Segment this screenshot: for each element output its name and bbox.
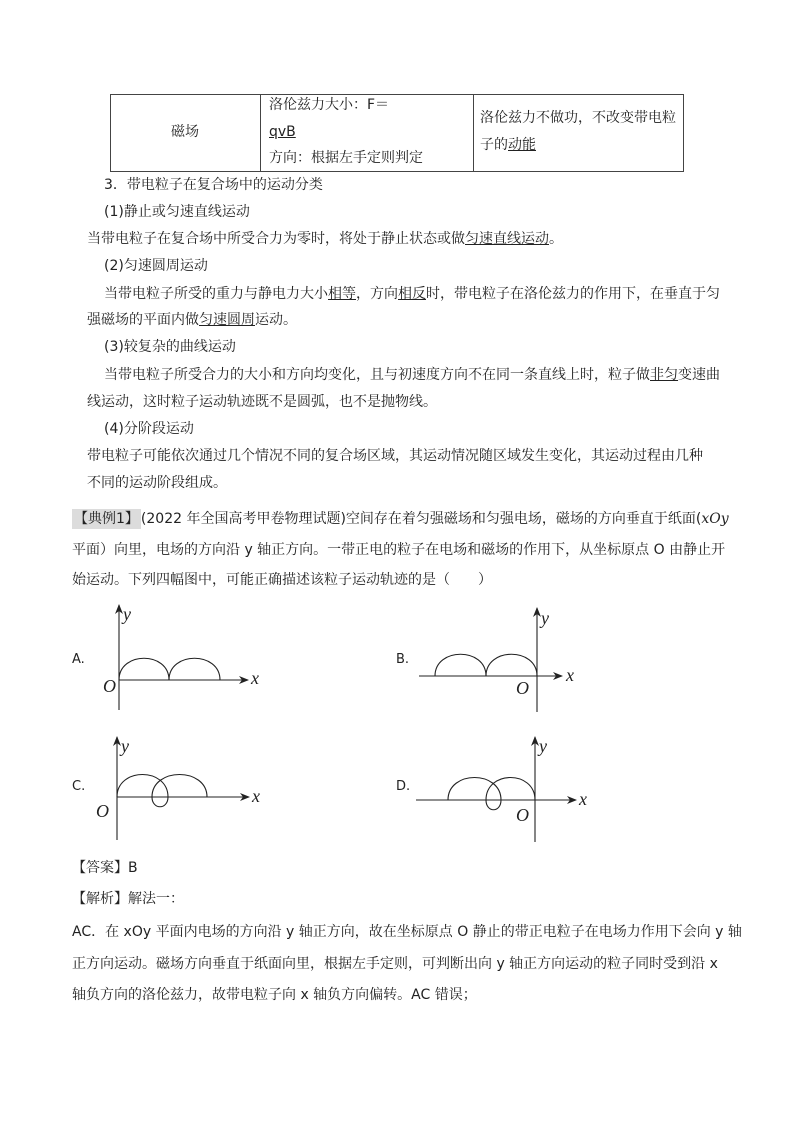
work-text-line1: 洛伦兹力不做功，不改变带电粒 [480, 110, 676, 126]
subheading-1: (1)静止或匀速直线运动 [104, 204, 250, 220]
example-tag: 【典例1】 [74, 511, 139, 527]
diagram-d-arc-1 [448, 778, 501, 801]
diagram-a-arc-1 [119, 658, 169, 680]
diagram-a-y-label: y [123, 604, 131, 624]
option-a-label: A. [72, 652, 85, 667]
answer-value: B [128, 860, 138, 876]
example-line3: 始运动。下列四幅图中，可能正确描述该粒子运动轨迹的是（ ） [72, 572, 492, 588]
paragraph-4-line2: 不同的运动阶段组成。 [87, 475, 227, 491]
section-heading: 3．带电粒子在复合场中的运动分类 [104, 177, 323, 193]
diagram-b-arc-1 [435, 654, 486, 676]
diagram-d-x-label: x [579, 789, 587, 809]
subheading-4: (4)分阶段运动 [104, 421, 194, 437]
diagram-d-origin: O [516, 805, 529, 825]
diagram-b-x-label: x [566, 665, 574, 685]
answer-label: 【答案】 [72, 860, 128, 876]
diagram-c-origin: O [96, 801, 109, 821]
option-c-label: C. [72, 779, 86, 794]
paragraph-4-line1: 带电粒子可能依次通过几个情况不同的复合场区域，其运动情况随区域发生变化，其运动过程由几种 [87, 448, 703, 464]
option-b-label: B. [396, 652, 410, 667]
subheading-2: (2)匀速圆周运动 [104, 258, 208, 274]
analysis-line2: 正方向运动。磁场方向垂直于纸面向里，根据左手定则，可判断出向 y 轴正方向运动的粒子同时受到沿 x [72, 956, 718, 972]
diagram-b-arc-2 [486, 654, 537, 676]
diagram-c-y-label: y [121, 736, 129, 756]
diagram-a-x-label: x [251, 668, 259, 688]
paragraph-1: 当带电粒子在复合场中所受合力为零时，将处于静止状态或做匀速直线运动。 [87, 231, 563, 247]
analysis-label: 【解析】 [72, 891, 128, 907]
diagram-d-arc-2 [486, 778, 535, 801]
diagram-c-arc-2 [152, 775, 207, 798]
option-d-label: D. [396, 779, 411, 794]
diagram-a-origin: O [103, 676, 116, 696]
subheading-3: (3)较复杂的曲线运动 [104, 339, 236, 355]
paragraph-3-line1: 当带电粒子所受合力的大小和方向均变化，且与初速度方向不在同一条直线上时，粒子做非匀变速曲 [104, 367, 720, 383]
diagram-b-y-label: y [541, 608, 549, 628]
diagram-d-loop [486, 800, 501, 810]
diagram-c-x-label: x [252, 786, 260, 806]
force-direction: 方向：根据左手定则判定 [269, 150, 423, 166]
diagram-d-y-label: y [539, 736, 547, 756]
paragraph-3-line2: 线运动，这时粒子运动轨迹既不是圆弧，也不是抛物线。 [87, 394, 437, 410]
diagram-d [416, 737, 576, 842]
cell-field-name: 磁场 [171, 124, 199, 140]
diagram-c-loop [152, 797, 168, 807]
diagram-b-origin: O [516, 678, 529, 698]
diagram-a-arc-2 [169, 658, 220, 680]
paragraph-2-line1: 当带电粒子所受的重力与静电力大小相等，方向相反时，带电粒子在洛伦兹力的作用下，在垂直于匀 [104, 286, 720, 302]
paragraph-2-line2: 强磁场的平面内做匀速圆周运动。 [87, 312, 297, 328]
analysis-line3: 轴负方向的洛伦兹力，故带电粒子向 x 轴负方向偏转。AC 错误； [72, 987, 477, 1003]
diagram-c-arc-1 [117, 775, 168, 798]
work-text-line2: 子的动能 [480, 137, 536, 153]
analysis-heading: 【解析】解法一： [72, 891, 184, 907]
example-line1: 【典例1】 (2022 年全国高考甲卷物理试题)空间存在着匀强磁场和匀强电场，磁场的方向垂直于纸面(xOy [74, 511, 729, 527]
diagram-a [119, 605, 248, 710]
example-line2: 平面）向里，电场的方向沿 y 轴正方向。一带正电的粒子在电场和磁场的作用下，从坐标原点 O 由静止开 [72, 542, 726, 558]
force-magnitude-label: 洛伦兹力大小：F＝ [269, 97, 390, 113]
diagram-c [117, 737, 249, 840]
analysis-line1: AC．在 xOy 平面内电场的方向沿 y 轴正方向，故在坐标原点 O 静止的带正电粒子在电场力作用下会向 y 轴 [72, 924, 742, 940]
force-formula: qvB [269, 124, 296, 140]
answer-line [72, 858, 712, 878]
